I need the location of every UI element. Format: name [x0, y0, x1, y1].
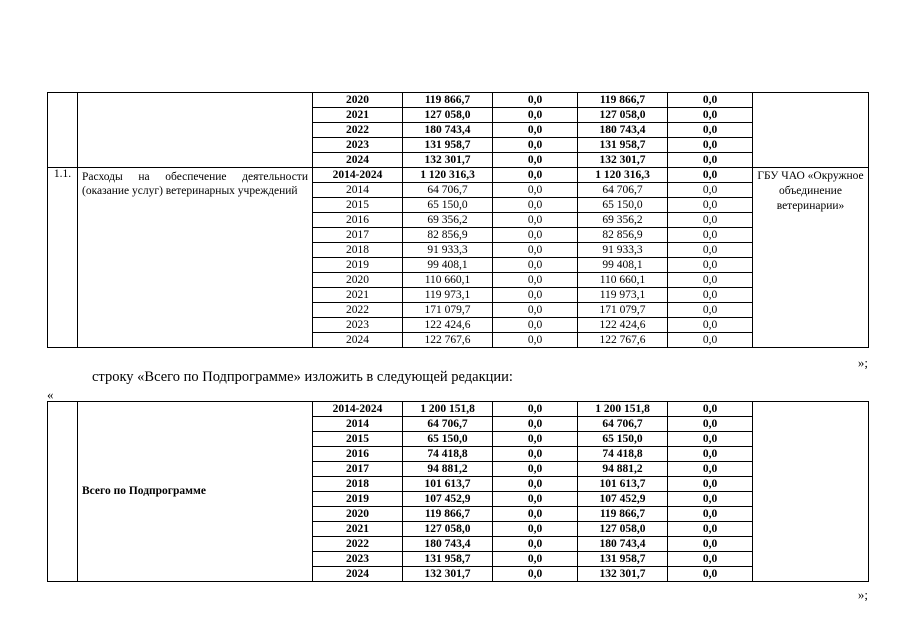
empty-executor-cell	[753, 402, 869, 582]
table-row	[48, 93, 869, 108]
district-cell: 122 767,6	[578, 333, 668, 348]
federal-cell: 0,0	[493, 552, 578, 567]
district-cell: 122 424,6	[578, 318, 668, 333]
district-cell: 132 301,7	[578, 153, 668, 168]
subprogram-total-label: Всего по Подпрограмме	[78, 402, 313, 582]
federal-cell: 0,0	[493, 243, 578, 258]
total-cell: 69 356,2	[403, 213, 493, 228]
total-cell: 127 058,0	[403, 522, 493, 537]
empty-executor-cell	[753, 93, 869, 168]
total-cell: 119 866,7	[403, 507, 493, 522]
total-cell: 65 150,0	[403, 198, 493, 213]
federal-cell: 0,0	[493, 93, 578, 108]
federal-cell: 0,0	[493, 198, 578, 213]
federal-cell: 0,0	[493, 537, 578, 552]
federal-cell: 0,0	[493, 123, 578, 138]
year-cell: 2022	[313, 537, 403, 552]
year-cell: 2023	[313, 318, 403, 333]
year-cell: 2022	[313, 303, 403, 318]
other-cell: 0,0	[668, 138, 753, 153]
year-cell: 2015	[313, 432, 403, 447]
total-cell: 127 058,0	[403, 108, 493, 123]
year-cell: 2024	[313, 153, 403, 168]
district-cell: 119 973,1	[578, 288, 668, 303]
federal-cell: 0,0	[493, 492, 578, 507]
year-cell: 2014	[313, 417, 403, 432]
other-cell: 0,0	[668, 522, 753, 537]
federal-cell: 0,0	[493, 183, 578, 198]
other-cell: 0,0	[668, 258, 753, 273]
district-cell: 64 706,7	[578, 417, 668, 432]
other-cell: 0,0	[668, 477, 753, 492]
district-cell: 132 301,7	[578, 567, 668, 582]
other-cell: 0,0	[668, 402, 753, 417]
district-cell: 65 150,0	[578, 432, 668, 447]
federal-cell: 0,0	[493, 447, 578, 462]
empty-name-cell	[78, 93, 313, 168]
district-cell: 74 418,8	[578, 447, 668, 462]
district-cell: 171 079,7	[578, 303, 668, 318]
other-cell: 0,0	[668, 228, 753, 243]
year-cell: 2018	[313, 477, 403, 492]
federal-cell: 0,0	[493, 228, 578, 243]
total-cell: 64 706,7	[403, 183, 493, 198]
total-cell: 171 079,7	[403, 303, 493, 318]
district-cell: 69 356,2	[578, 213, 668, 228]
total-cell: 180 743,4	[403, 537, 493, 552]
table-row	[48, 402, 869, 417]
district-cell: 94 881,2	[578, 462, 668, 477]
empty-number-cell	[48, 93, 78, 168]
table-row	[48, 168, 869, 183]
opening-quote: «	[47, 387, 54, 402]
other-cell: 0,0	[668, 333, 753, 348]
year-cell: 2024	[313, 567, 403, 582]
district-cell: 65 150,0	[578, 198, 668, 213]
other-cell: 0,0	[668, 318, 753, 333]
total-cell: 1 200 151,8	[403, 402, 493, 417]
year-cell: 2014	[313, 183, 403, 198]
other-cell: 0,0	[668, 507, 753, 522]
year-cell: 2014-2024	[313, 168, 403, 183]
other-cell: 0,0	[668, 417, 753, 432]
district-cell: 119 866,7	[578, 93, 668, 108]
federal-cell: 0,0	[493, 318, 578, 333]
total-cell: 119 866,7	[403, 93, 493, 108]
total-cell: 94 881,2	[403, 462, 493, 477]
total-cell: 1 120 316,3	[403, 168, 493, 183]
other-cell: 0,0	[668, 492, 753, 507]
total-cell: 119 973,1	[403, 288, 493, 303]
other-cell: 0,0	[668, 243, 753, 258]
other-cell: 0,0	[668, 432, 753, 447]
total-cell: 131 958,7	[403, 138, 493, 153]
program-items-table	[47, 92, 869, 348]
federal-cell: 0,0	[493, 138, 578, 153]
federal-cell: 0,0	[493, 477, 578, 492]
total-cell: 131 958,7	[403, 552, 493, 567]
district-cell: 1 120 316,3	[578, 168, 668, 183]
total-cell: 110 660,1	[403, 273, 493, 288]
year-cell: 2020	[313, 273, 403, 288]
other-cell: 0,0	[668, 183, 753, 198]
district-cell: 99 408,1	[578, 258, 668, 273]
federal-cell: 0,0	[493, 432, 578, 447]
total-cell: 122 424,6	[403, 318, 493, 333]
total-cell: 122 767,6	[403, 333, 493, 348]
item-number: 1.1.	[48, 168, 78, 348]
year-cell: 2021	[313, 522, 403, 537]
year-cell: 2021	[313, 288, 403, 303]
year-cell: 2020	[313, 507, 403, 522]
year-cell: 2024	[313, 333, 403, 348]
total-cell: 65 150,0	[403, 432, 493, 447]
other-cell: 0,0	[668, 108, 753, 123]
other-cell: 0,0	[668, 168, 753, 183]
subprogram-total-table	[47, 401, 869, 582]
federal-cell: 0,0	[493, 333, 578, 348]
year-cell: 2019	[313, 492, 403, 507]
other-cell: 0,0	[668, 198, 753, 213]
federal-cell: 0,0	[493, 153, 578, 168]
year-cell: 2018	[313, 243, 403, 258]
district-cell: 180 743,4	[578, 123, 668, 138]
total-cell: 91 933,3	[403, 243, 493, 258]
total-cell: 132 301,7	[403, 153, 493, 168]
other-cell: 0,0	[668, 93, 753, 108]
total-cell: 64 706,7	[403, 417, 493, 432]
total-cell: 107 452,9	[403, 492, 493, 507]
other-cell: 0,0	[668, 288, 753, 303]
district-cell: 180 743,4	[578, 537, 668, 552]
closing-quote: »;	[857, 355, 868, 370]
district-cell: 127 058,0	[578, 522, 668, 537]
district-cell: 101 613,7	[578, 477, 668, 492]
other-cell: 0,0	[668, 303, 753, 318]
other-cell: 0,0	[668, 153, 753, 168]
federal-cell: 0,0	[493, 288, 578, 303]
district-cell: 1 200 151,8	[578, 402, 668, 417]
district-cell: 119 866,7	[578, 507, 668, 522]
year-cell: 2020	[313, 93, 403, 108]
total-cell: 101 613,7	[403, 477, 493, 492]
federal-cell: 0,0	[493, 273, 578, 288]
item-name: Расходы на обеспечение деятельности (оказание услуг) ветеринарных учреждений	[78, 168, 313, 348]
year-cell: 2019	[313, 258, 403, 273]
other-cell: 0,0	[668, 273, 753, 288]
federal-cell: 0,0	[493, 258, 578, 273]
district-cell: 127 058,0	[578, 108, 668, 123]
total-cell: 82 856,9	[403, 228, 493, 243]
district-cell: 110 660,1	[578, 273, 668, 288]
total-cell: 74 418,8	[403, 447, 493, 462]
federal-cell: 0,0	[493, 417, 578, 432]
district-cell: 91 933,3	[578, 243, 668, 258]
year-cell: 2023	[313, 138, 403, 153]
empty-number-cell	[48, 402, 78, 582]
year-cell: 2016	[313, 213, 403, 228]
year-cell: 2017	[313, 228, 403, 243]
year-cell: 2022	[313, 123, 403, 138]
federal-cell: 0,0	[493, 168, 578, 183]
other-cell: 0,0	[668, 447, 753, 462]
other-cell: 0,0	[668, 552, 753, 567]
other-cell: 0,0	[668, 537, 753, 552]
district-cell: 64 706,7	[578, 183, 668, 198]
district-cell: 131 958,7	[578, 138, 668, 153]
other-cell: 0,0	[668, 462, 753, 477]
year-cell: 2015	[313, 198, 403, 213]
year-cell: 2023	[313, 552, 403, 567]
federal-cell: 0,0	[493, 108, 578, 123]
closing-quote: »;	[857, 587, 868, 602]
federal-cell: 0,0	[493, 507, 578, 522]
district-cell: 131 958,7	[578, 552, 668, 567]
other-cell: 0,0	[668, 567, 753, 582]
district-cell: 107 452,9	[578, 492, 668, 507]
year-cell: 2016	[313, 447, 403, 462]
total-cell: 180 743,4	[403, 123, 493, 138]
other-cell: 0,0	[668, 213, 753, 228]
amendment-instruction: строку «Всего по Подпрограмме» изложить в следующей редакции:	[92, 369, 513, 385]
federal-cell: 0,0	[493, 402, 578, 417]
federal-cell: 0,0	[493, 522, 578, 537]
federal-cell: 0,0	[493, 213, 578, 228]
federal-cell: 0,0	[493, 567, 578, 582]
federal-cell: 0,0	[493, 462, 578, 477]
federal-cell: 0,0	[493, 303, 578, 318]
total-cell: 99 408,1	[403, 258, 493, 273]
executor-name: ГБУ ЧАО «Окружное объединение ветеринарии»	[753, 168, 869, 348]
year-cell: 2014-2024	[313, 402, 403, 417]
district-cell: 82 856,9	[578, 228, 668, 243]
other-cell: 0,0	[668, 123, 753, 138]
total-cell: 132 301,7	[403, 567, 493, 582]
year-cell: 2017	[313, 462, 403, 477]
year-cell: 2021	[313, 108, 403, 123]
